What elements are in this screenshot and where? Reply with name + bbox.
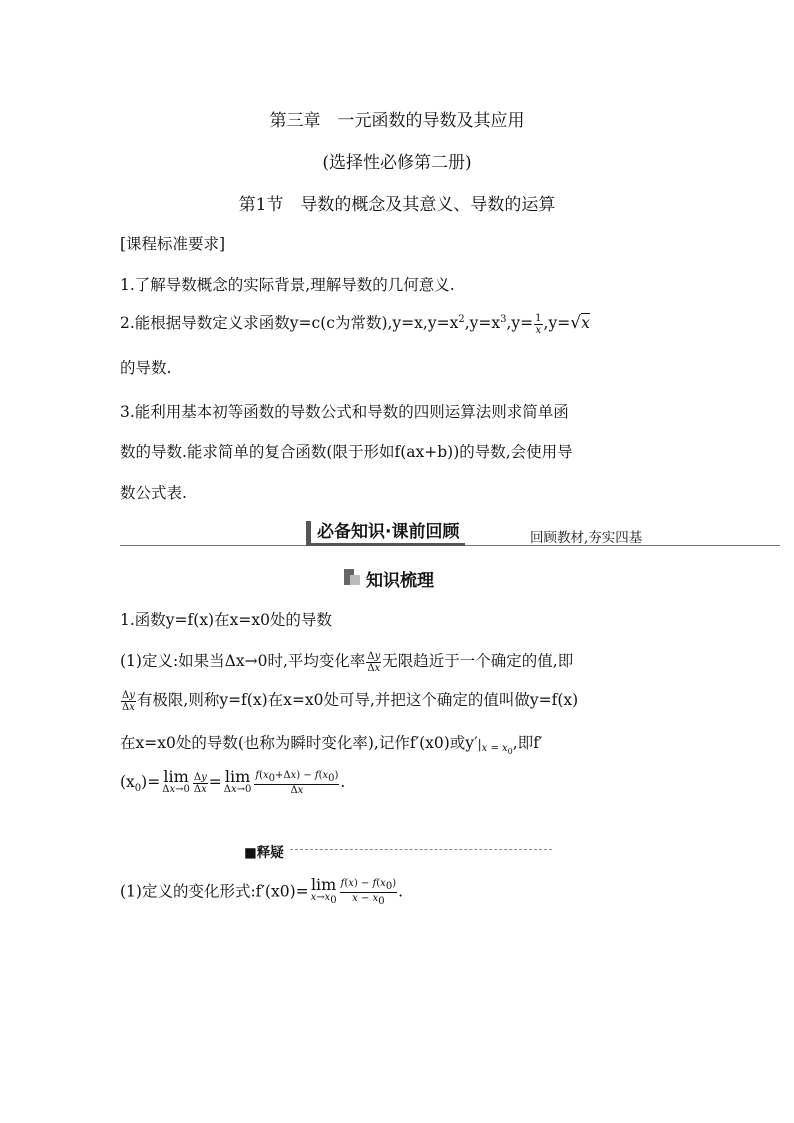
standard-item-2-end: 的导数. <box>120 359 172 377</box>
fraction-dy-dx-3: $\frac{\Delta y}{\Delta x}$ <box>193 771 207 795</box>
fraction-1-over-x: $\frac{1}{x}$ <box>535 312 542 336</box>
fraction-dy-dx: $\frac{\Delta y}{\Delta x}$ <box>367 650 381 674</box>
limit-3: lim $x\to x_0$ <box>310 875 337 906</box>
standard-item-3-line3: 数公式表. <box>120 484 187 502</box>
limit-2: lim Δx→0 <box>223 767 252 795</box>
definition-line-2-b: 有极限,则称y=f(x)在x=x0处可导,并把这个确定的值叫做y=f(x) <box>136 691 579 709</box>
definition-line-1-a: (1)定义:如果当Δx→0时,平均变化率 <box>120 652 366 670</box>
knowledge-item-1: 1.函数y=f(x)在x=x0处的导数 <box>120 611 332 629</box>
standard-item-3-line2: 数的导数.能求简单的复合函数(限于形如f(ax+b))的导数,会使用导 <box>120 443 573 461</box>
banner-title: 必备知识·课前回顾 <box>306 521 465 546</box>
section-title: 第1节 导数的概念及其意义、导数的运算 <box>238 195 556 215</box>
definition-line-4: $(x_0)=$ lim Δx→0 $\frac{\Delta y}{\Delta x}$ = lim Δx→0 $\frac{f(x_0+\Delta x) - f(x_0)}{\Delta x}$ . <box>120 767 346 796</box>
definition-line-3: 在x=x0处的导数(也称为瞬时变化率),记作f′(x0)或$y'|_{x = x_0}$,即f′ <box>120 734 543 757</box>
clarify-line-1-prefix: (1)定义的变化形式:f′(x0)= <box>120 882 309 901</box>
definition-line-3-text: 在x=x0处的导数(也称为瞬时变化率),记作f′(x0)或y′ <box>120 734 478 752</box>
fraction-alt-form: $\frac{f(x) - f(x_0)}{x - x_0}$ <box>340 878 397 907</box>
chapter-title: 第三章 一元函数的导数及其应用 <box>269 111 525 131</box>
banner-subtitle: 回顾教材,夯实四基 <box>530 530 643 546</box>
knowledge-heading: 知识梳理 <box>366 571 434 591</box>
standard-item-2-prefix: 2.能根据导数定义求函数y=c(c为常数),y=x,y=x <box>120 314 459 332</box>
standard-item-2: 2.能根据导数定义求函数y=c(c为常数)$,y=x,y=x^2,y=x^3,y=$ $\frac{1}{x}$ ,y=√x <box>120 312 590 336</box>
standard-item-1: 1.了解导数概念的实际背景,理解导数的几何意义. <box>120 276 455 294</box>
fraction-dy-dx-2: $\frac{\Delta y}{\Delta x}$ <box>122 689 135 713</box>
standard-item-3-line1: 3.能利用基本初等函数的导数公式和导数的四则运算法则求简单函 <box>120 403 569 421</box>
definition-line-1-b: 无限趋近于一个确定的值,即 <box>382 652 574 670</box>
clarify-dashed-rule <box>290 849 552 850</box>
definition-line-3-end: ,即f′ <box>512 734 543 752</box>
standards-heading: [课程标准要求] <box>120 235 226 253</box>
volume-title: (选择性必修第二册) <box>322 153 472 173</box>
section-marker-icon <box>344 569 360 585</box>
clarify-label: ■释疑 <box>244 845 284 861</box>
limit-1: lim Δx→0 <box>162 767 190 795</box>
definition-line-2 <box>120 688 578 713</box>
definition-line-1 <box>120 649 573 674</box>
fraction-difference-quotient: $\frac{f(x_0+\Delta x) - f(x_0)}{\Delta x}$ <box>255 770 339 796</box>
clarify-line-1: (1)定义的变化形式:f′(x0)= lim $x\to x_0$ $\frac{f(x) - f(x_0)}{x - x_0}$ . <box>120 875 404 907</box>
